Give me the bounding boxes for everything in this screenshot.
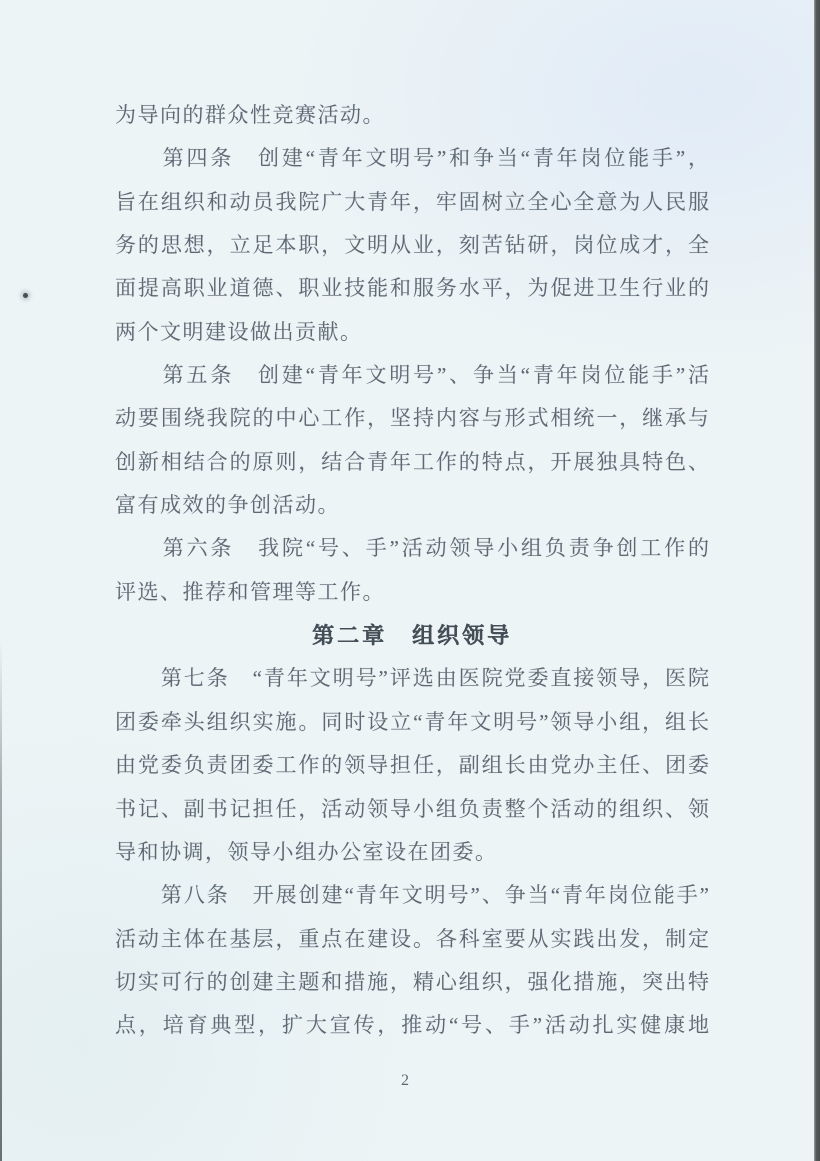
text-line: 第八条 开展创建“青年文明号”、争当“青年岗位能手” [115,883,709,908]
text-line: 第七条 “青年文明号”评选由医院党委直接领导，医院 [115,666,709,691]
text-line: 书记、副书记担任，活动领导小组负责整个活动的组织、领 [115,796,709,821]
scan-edge-right [814,0,820,1161]
text-line: 动要围绕我院的中心工作，坚持内容与形式相统一，继承与 [115,406,709,431]
scan-edge-left [0,640,2,1161]
text-line: 团委牵头组织实施。同时设立“青年文明号”领导小组，组长 [115,709,709,734]
text-line: 务的思想，立足本职，文明从业，刻苦钻研，岗位成才，全 [115,233,709,258]
text-line: 切实可行的创建主题和措施，精心组织，强化措施，突出特 [115,969,709,994]
text-line: 旨在组织和动员我院广大青年，牢固树立全心全意为人民服 [115,189,709,214]
text-line: 点，培育典型，扩大宣传，推动“号、手”活动扎实健康地 [115,1013,709,1038]
text-block [115,94,709,1048]
text-line: 第四条 创建“青年文明号”和争当“青年岗位能手”， [115,146,709,171]
scan-speck [23,293,28,298]
text-line: 评选、推荐和管理等工作。 [115,579,385,604]
text-line: 面提高职业道德、职业技能和服务水平，为促进卫生行业的 [115,276,709,301]
text-line: 为导向的群众性竞赛活动。 [115,103,385,127]
text-line: 导和协调，领导小组办公室设在团委。 [115,839,498,864]
section-heading: 第二章 组织领导 [311,623,512,649]
text-line: 创新相结合的原则，结合青年工作的特点，开展独具特色、 [115,449,709,474]
text-line: 由党委负责团委工作的领导担任，副组长由党办主任、团委 [115,753,709,778]
text-line: 第五条 创建“青年文明号”、争当“青年岗位能手”活 [115,363,709,388]
text-line: 富有成效的争创活动。 [115,493,340,518]
page-number: 2 [401,1072,409,1089]
text-line: 第六条 我院“号、手”活动领导小组负责争创工作的 [115,536,709,561]
text-line: 活动主体在基层，重点在建设。各科室要从实践出发，制定 [115,926,709,951]
text-line: 两个文明建设做出贡献。 [115,319,363,344]
